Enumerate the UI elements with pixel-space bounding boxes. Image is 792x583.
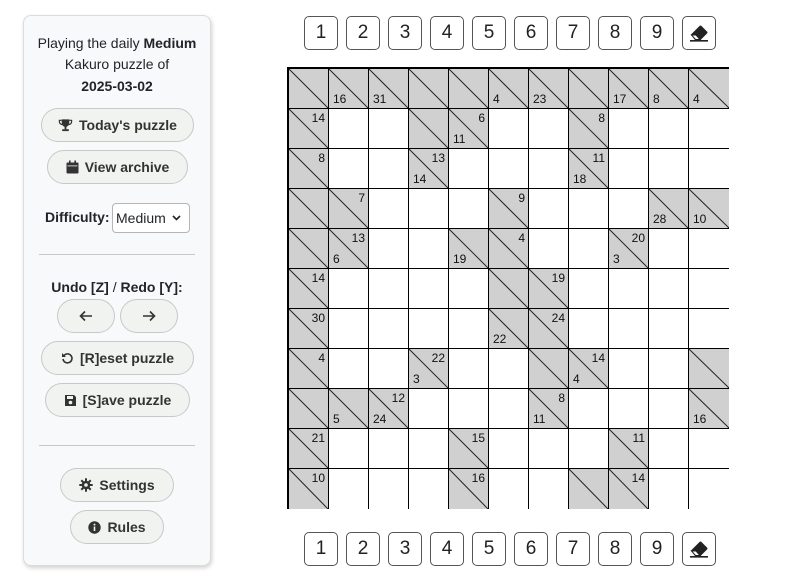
undo-button[interactable] [57, 299, 115, 333]
calendar-icon [66, 160, 79, 174]
grid-cell[interactable] [609, 189, 649, 229]
clue-cell [449, 109, 489, 149]
grid-cell[interactable] [409, 309, 449, 349]
clue-cell [489, 229, 529, 269]
clue-cell [689, 69, 729, 109]
number-pad-bottom [304, 532, 716, 566]
clue-cell [569, 349, 609, 389]
clue-cell [569, 69, 609, 109]
grid-cell[interactable] [409, 389, 449, 429]
down-clue: 6 [333, 252, 340, 266]
clue-cell [289, 149, 329, 189]
across-clue: 24 [551, 311, 565, 325]
clue-cell [409, 149, 449, 189]
grid-cell[interactable] [369, 309, 409, 349]
clue-cell [529, 69, 569, 109]
grid-cell[interactable] [329, 269, 369, 309]
grid-cell[interactable] [449, 189, 489, 229]
clue-cell [289, 429, 329, 469]
clue-cell [289, 389, 329, 429]
info-icon [88, 521, 101, 534]
difficulty-label: Difficulty: [45, 209, 110, 225]
grid-cell[interactable] [609, 269, 649, 309]
clue-cell [489, 69, 529, 109]
clue-cell [449, 469, 489, 509]
grid-cell[interactable] [369, 189, 409, 229]
clue-cell [689, 389, 729, 429]
number-key-4[interactable]: 4 [430, 16, 464, 50]
clue-cell [289, 189, 329, 229]
down-clue: 28 [653, 212, 667, 226]
across-clue: 13 [431, 151, 445, 165]
grid-cell[interactable] [369, 469, 409, 509]
clue-cell [289, 469, 329, 509]
grid-cell[interactable] [529, 109, 569, 149]
clue-cell [489, 189, 529, 229]
grid-cell[interactable] [649, 149, 689, 189]
down-clue: 4 [573, 372, 580, 386]
grid-cell[interactable] [489, 349, 529, 389]
grid-cell[interactable] [449, 309, 489, 349]
down-clue: 31 [373, 92, 387, 106]
eraser-button[interactable] [682, 532, 716, 566]
clue-cell [569, 469, 609, 509]
clue-cell [409, 349, 449, 389]
reset-icon [61, 352, 74, 365]
grid-cell[interactable] [689, 149, 729, 189]
grid-cell[interactable] [569, 429, 609, 469]
reset-label: [R]eset puzzle [79, 350, 175, 366]
across-clue: 9 [518, 191, 525, 205]
todays-puzzle-button[interactable] [41, 108, 194, 142]
grid-cell[interactable] [689, 429, 729, 469]
arrow-left-icon [79, 310, 93, 322]
clue-cell [489, 309, 529, 349]
clue-cell [689, 349, 729, 389]
down-clue: 11 [453, 132, 466, 146]
across-clue: 10 [311, 471, 325, 485]
across-clue: 21 [311, 431, 325, 445]
eraser-button[interactable] [682, 16, 716, 50]
undo-redo-separator: / [112, 279, 117, 295]
clue-cell [529, 389, 569, 429]
grid-cell[interactable] [369, 349, 409, 389]
across-clue: 4 [318, 351, 325, 365]
grid-cell[interactable] [529, 229, 569, 269]
grid-cell[interactable] [569, 229, 609, 269]
grid-cell[interactable] [329, 429, 369, 469]
grid-cell[interactable] [529, 469, 569, 509]
settings-label: Settings [99, 477, 155, 493]
clue-cell [409, 69, 449, 109]
rules-label: Rules [107, 519, 146, 535]
down-clue: 14 [413, 172, 427, 186]
grid-cell[interactable] [489, 469, 529, 509]
redo-button[interactable] [120, 299, 178, 333]
down-clue: 8 [653, 92, 660, 106]
number-key-6[interactable]: 6 [514, 16, 548, 50]
clue-cell [689, 189, 729, 229]
across-clue: 20 [631, 231, 645, 245]
clue-cell [409, 109, 449, 149]
number-key-7[interactable]: 7 [556, 16, 590, 50]
gear-icon [79, 478, 93, 492]
down-clue: 18 [573, 172, 587, 186]
grid-cell[interactable] [369, 429, 409, 469]
clue-cell [289, 229, 329, 269]
down-clue: 3 [613, 252, 620, 266]
grid-cell[interactable] [609, 309, 649, 349]
across-clue: 7 [358, 191, 365, 205]
grid-cell[interactable] [529, 429, 569, 469]
intro-level: Medium [143, 35, 197, 51]
grid-cell[interactable] [329, 149, 369, 189]
clue-cell [529, 349, 569, 389]
number-key-3[interactable]: 3 [388, 532, 422, 566]
clue-cell [529, 309, 569, 349]
grid-cell[interactable] [689, 269, 729, 309]
number-key-4[interactable]: 4 [430, 532, 464, 566]
grid-cell[interactable] [609, 389, 649, 429]
across-clue: 14 [311, 271, 325, 285]
down-clue: 22 [493, 332, 507, 346]
grid-cell[interactable] [489, 389, 529, 429]
across-clue: 11 [592, 151, 605, 165]
number-key-7[interactable]: 7 [556, 532, 590, 566]
number-key-2[interactable]: 2 [346, 16, 380, 50]
grid-cell[interactable] [529, 149, 569, 189]
grid-cell[interactable] [449, 349, 489, 389]
across-clue: 6 [478, 111, 485, 125]
clue-cell [289, 349, 329, 389]
grid-cell[interactable] [689, 309, 729, 349]
grid-cell[interactable] [689, 469, 729, 509]
down-clue: 16 [333, 92, 347, 106]
divider [39, 254, 195, 255]
clue-cell [609, 469, 649, 509]
grid-cell[interactable] [409, 429, 449, 469]
down-clue: 5 [333, 412, 340, 426]
grid-cell[interactable] [449, 389, 489, 429]
clue-cell [609, 69, 649, 109]
undo-redo-label [24, 279, 210, 295]
clue-cell [369, 69, 409, 109]
grid-cell[interactable] [449, 269, 489, 309]
clue-cell [289, 269, 329, 309]
grid-cell[interactable] [409, 269, 449, 309]
down-clue: 10 [693, 212, 707, 226]
sidebar [23, 15, 211, 566]
down-clue: 19 [453, 252, 467, 266]
grid-cell[interactable] [369, 269, 409, 309]
grid-cell[interactable] [449, 149, 489, 189]
intro-text: Playing the daily [37, 35, 140, 51]
clue-cell [329, 229, 369, 269]
clue-cell [289, 109, 329, 149]
grid-cell[interactable] [409, 229, 449, 269]
down-clue: 11 [533, 412, 546, 426]
number-key-2[interactable]: 2 [346, 532, 380, 566]
grid-cell[interactable] [409, 469, 449, 509]
number-key-6[interactable]: 6 [514, 532, 548, 566]
grid-cell[interactable] [689, 229, 729, 269]
grid-cell[interactable] [569, 269, 609, 309]
grid-cell[interactable] [689, 109, 729, 149]
clue-cell [329, 389, 369, 429]
across-clue: 19 [551, 271, 565, 285]
clue-cell [449, 229, 489, 269]
grid-cell[interactable] [649, 389, 689, 429]
clue-cell [489, 269, 529, 309]
floppy-disk-icon [64, 394, 77, 407]
clue-cell [569, 149, 609, 189]
grid-cell[interactable] [369, 229, 409, 269]
grid-cell[interactable] [489, 109, 529, 149]
down-clue: 24 [373, 412, 387, 426]
clue-cell [529, 269, 569, 309]
clue-cell [609, 429, 649, 469]
number-key-8[interactable]: 8 [598, 532, 632, 566]
difficulty-value: Medium [116, 210, 166, 226]
settings-button[interactable] [60, 468, 174, 502]
view-archive-label: View archive [84, 159, 170, 175]
grid-cell[interactable] [369, 149, 409, 189]
grid-cell[interactable] [329, 109, 369, 149]
grid-cell[interactable] [649, 429, 689, 469]
grid-cell[interactable] [489, 149, 529, 189]
across-clue: 14 [631, 471, 645, 485]
rules-button[interactable] [70, 510, 164, 544]
grid-cell[interactable] [569, 309, 609, 349]
grid-cell[interactable] [609, 149, 649, 189]
clue-cell [449, 429, 489, 469]
clue-cell [449, 69, 489, 109]
number-pad-top [304, 16, 716, 50]
grid-cell[interactable] [489, 429, 529, 469]
grid-cell[interactable] [369, 109, 409, 149]
grid-cell[interactable] [569, 189, 609, 229]
clue-cell [289, 69, 329, 109]
clue-cell [329, 189, 369, 229]
number-key-3[interactable]: 3 [388, 16, 422, 50]
clue-cell [609, 229, 649, 269]
down-clue: 17 [613, 92, 627, 106]
grid-cell[interactable] [649, 269, 689, 309]
grid-cell[interactable] [609, 109, 649, 149]
eraser-icon [688, 540, 710, 558]
across-clue: 22 [431, 351, 445, 365]
grid-cell[interactable] [329, 469, 369, 509]
grid-cell[interactable] [649, 229, 689, 269]
down-clue: 4 [693, 92, 700, 106]
grid-cell[interactable] [529, 189, 569, 229]
arrow-right-icon [142, 310, 156, 322]
across-clue: 8 [598, 111, 605, 125]
divider [39, 445, 195, 446]
down-clue: 23 [533, 92, 547, 106]
eraser-icon [688, 24, 710, 42]
intro-line-2: Kakuro puzzle of [64, 56, 170, 72]
grid-cell[interactable] [569, 389, 609, 429]
across-clue: 8 [558, 391, 565, 405]
across-clue: 14 [311, 111, 325, 125]
grid-cell[interactable] [409, 189, 449, 229]
trophy-icon [58, 118, 73, 132]
chevron-down-icon [172, 215, 181, 221]
grid-cell[interactable] [329, 309, 369, 349]
number-key-5[interactable]: 5 [472, 16, 506, 50]
view-archive-button[interactable] [47, 150, 188, 184]
clue-cell [369, 389, 409, 429]
across-clue: 11 [632, 431, 645, 445]
undo-label: Undo [Z] [51, 279, 109, 295]
down-clue: 3 [413, 372, 420, 386]
grid-cell[interactable] [649, 349, 689, 389]
across-clue: 30 [311, 311, 325, 325]
across-clue: 8 [318, 151, 325, 165]
grid-cell[interactable] [609, 349, 649, 389]
down-clue: 4 [493, 92, 500, 106]
grid-cell[interactable] [649, 109, 689, 149]
save-label: [S]ave puzzle [82, 392, 172, 408]
clue-cell [649, 69, 689, 109]
down-clue: 16 [693, 412, 707, 426]
across-clue: 12 [391, 391, 405, 405]
clue-cell [649, 189, 689, 229]
number-key-9[interactable]: 9 [640, 532, 674, 566]
grid-cell[interactable] [649, 469, 689, 509]
across-clue: 13 [351, 231, 365, 245]
difficulty-select[interactable] [112, 203, 190, 233]
grid-cell[interactable] [329, 349, 369, 389]
number-key-8[interactable]: 8 [598, 16, 632, 50]
puzzle-date: 2025-03-02 [81, 78, 153, 94]
reset-puzzle-button[interactable] [41, 341, 194, 375]
save-puzzle-button[interactable] [45, 383, 190, 417]
kakuro-grid [287, 67, 729, 509]
clue-cell [289, 309, 329, 349]
number-key-5[interactable]: 5 [472, 532, 506, 566]
across-clue: 16 [471, 471, 485, 485]
number-key-9[interactable]: 9 [640, 16, 674, 50]
across-clue: 14 [591, 351, 605, 365]
intro-line-1 [24, 35, 210, 51]
clue-cell [569, 109, 609, 149]
todays-puzzle-label: Today's puzzle [79, 117, 177, 133]
across-clue: 15 [471, 431, 485, 445]
grid-cell[interactable] [649, 309, 689, 349]
redo-label: Redo [Y]: [120, 279, 183, 295]
number-key-1[interactable]: 1 [304, 16, 338, 50]
clue-cell [329, 69, 369, 109]
across-clue: 4 [518, 231, 525, 245]
number-key-1[interactable]: 1 [304, 532, 338, 566]
